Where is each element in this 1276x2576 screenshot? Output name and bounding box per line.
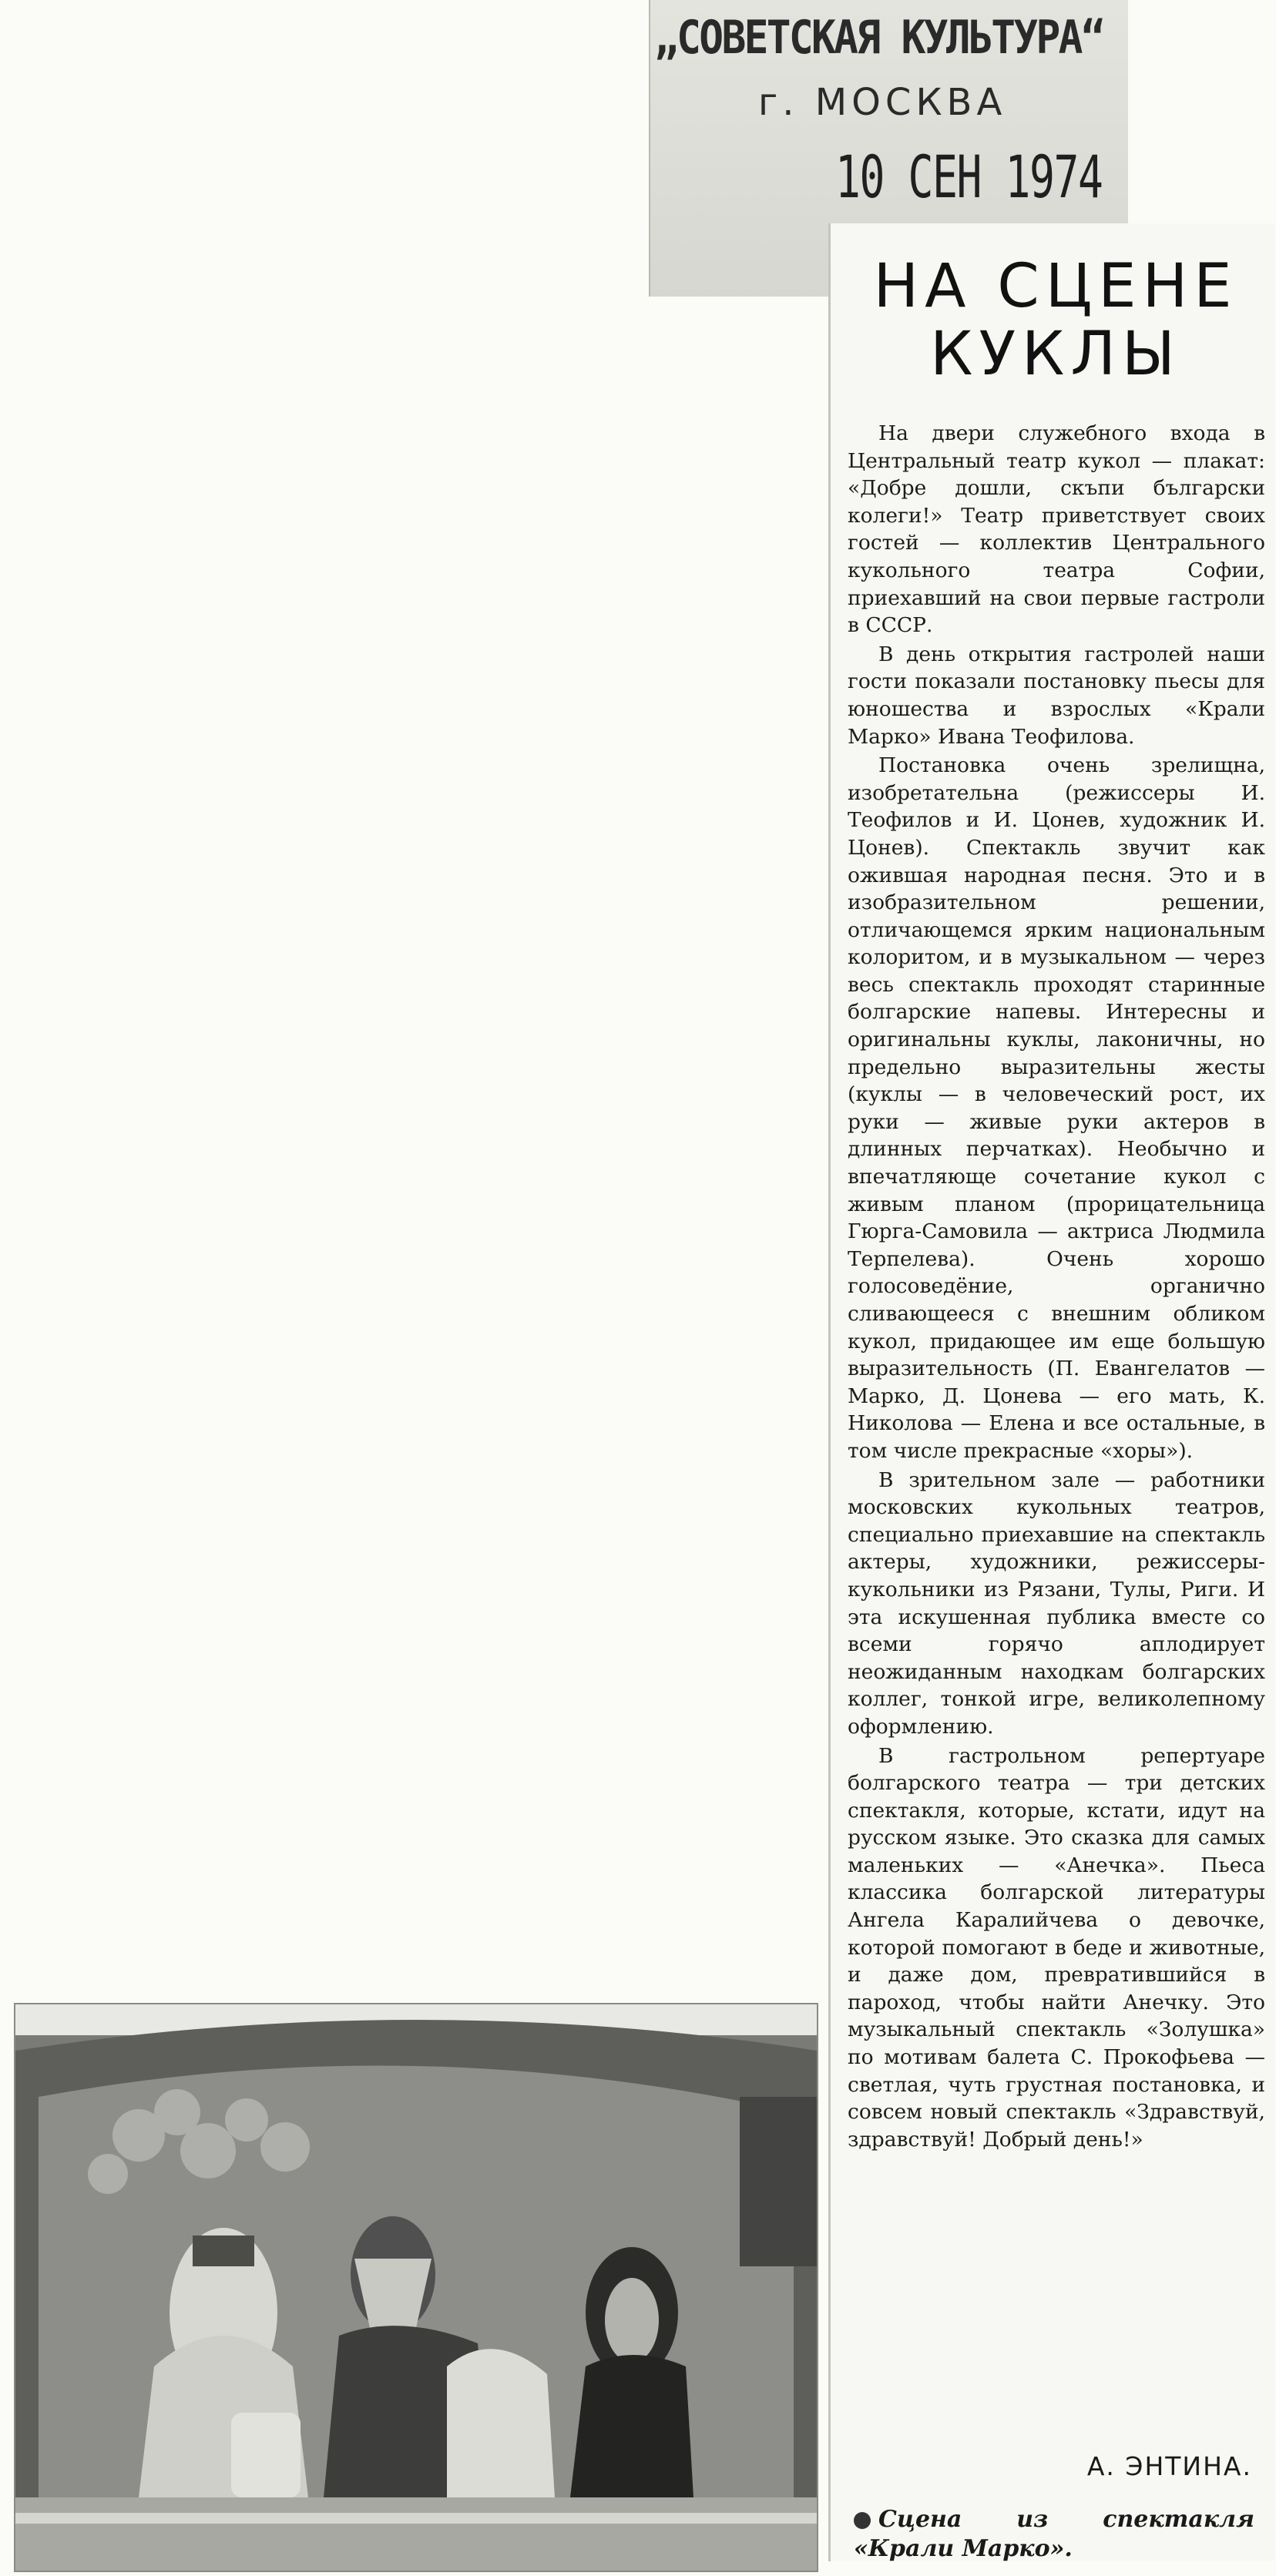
article-body xyxy=(848,420,1265,2153)
headline-line-1: НА СЦЕНЕ xyxy=(873,252,1238,321)
stamp-date: 10 СЕН 1974 xyxy=(835,143,1103,211)
article-paragraph: В день открытия гастролей наши гости показали постановку пьесы для юношества и взрослых «Крали Марко» Ивана Теофилова. xyxy=(848,642,1265,749)
stamp-newspaper-name: „СОВЕТСКАЯ КУЛЬТУРА“ xyxy=(654,11,1103,65)
bullet-icon xyxy=(854,2512,871,2529)
article-paragraph: В зрительном зале — работники московских кукольных театров, специально приехавшие на спектакль актеры, художники, режиссеры-кукольники из Рязани, Тулы, Риги. И эта искушенная публика вместе со всеми горячо аплодирует неожиданным находкам болгарских коллег, тонкой игре, великолепному оформлению. xyxy=(848,1467,1265,1739)
photo-caption xyxy=(854,2505,1254,2564)
stage-photo xyxy=(14,2003,818,2572)
article-author: А. ЭНТИНА. xyxy=(1086,2451,1252,2481)
photo-caption-text: Сцена из спектакля «Крали Марко». xyxy=(854,2506,1254,2562)
headline-line-2: КУКЛЫ xyxy=(930,320,1181,389)
article-headline xyxy=(840,253,1271,388)
stage-photo-image xyxy=(15,2004,817,2571)
article-paragraph: В гастрольном репертуаре болгарского театра — три детских спектакля, которые, кстати, идут на русском языке. Это сказка для самых маленьких — «Анечка». Пьеса классика болгарской литературы Ангела Каралийчева о девочке, которой помогают в беде и животные, и даже дом, превратившийся в пароход, чтобы найти Анечку. Это музыкальный спектакль «Золушка» по мотивам балета С. Прокофьева — светлая, чуть грустная постановка, и совсем новый спектакль «Здравствуй, здравствуй! Добрый день!» xyxy=(848,1743,1265,2152)
article-paragraph: На двери служебного входа в Центральный театр кукол — плакат: «Добре дошли, скъпи български колеги!» Театр приветствует своих гостей — коллектив Центрального кукольного театра Софии, приехавший на свои первые гастроли в СССР. xyxy=(848,421,1265,638)
article-paragraph: Постановка очень зрелищна, изобретательна (режиссеры И. Теофилов и И. Цонев, художник И. Цонев). Спектакль звучит как ожившая народная песня. Это и в изобразительном решении, отличающемся ярким национальным колоритом, и в музыкальном — через весь спектакль проходят старинные болгарские напевы. Интересны и оригинальны куклы, лаконичны, но предельно выразительны жесты (куклы — в человеческий рост, их руки — живые руки актеров в длинных перчатках). Необычно и впечатляюще сочетание кукол с живым планом (прорицательница Гюрга-Самовила — актриса Людмила Терпелева). Очень хорошо голосоведёние, органично сливающееся с внешним обликом кукол, придающее им еще большую выразительность (П. Евангелатов — Марко, Д. Цонева — его мать, К. Николова — Елена и все остальные, в том числе прекрасные «хоры»). xyxy=(848,753,1265,1463)
stamp-city: г. МОСКВА xyxy=(758,81,1007,124)
